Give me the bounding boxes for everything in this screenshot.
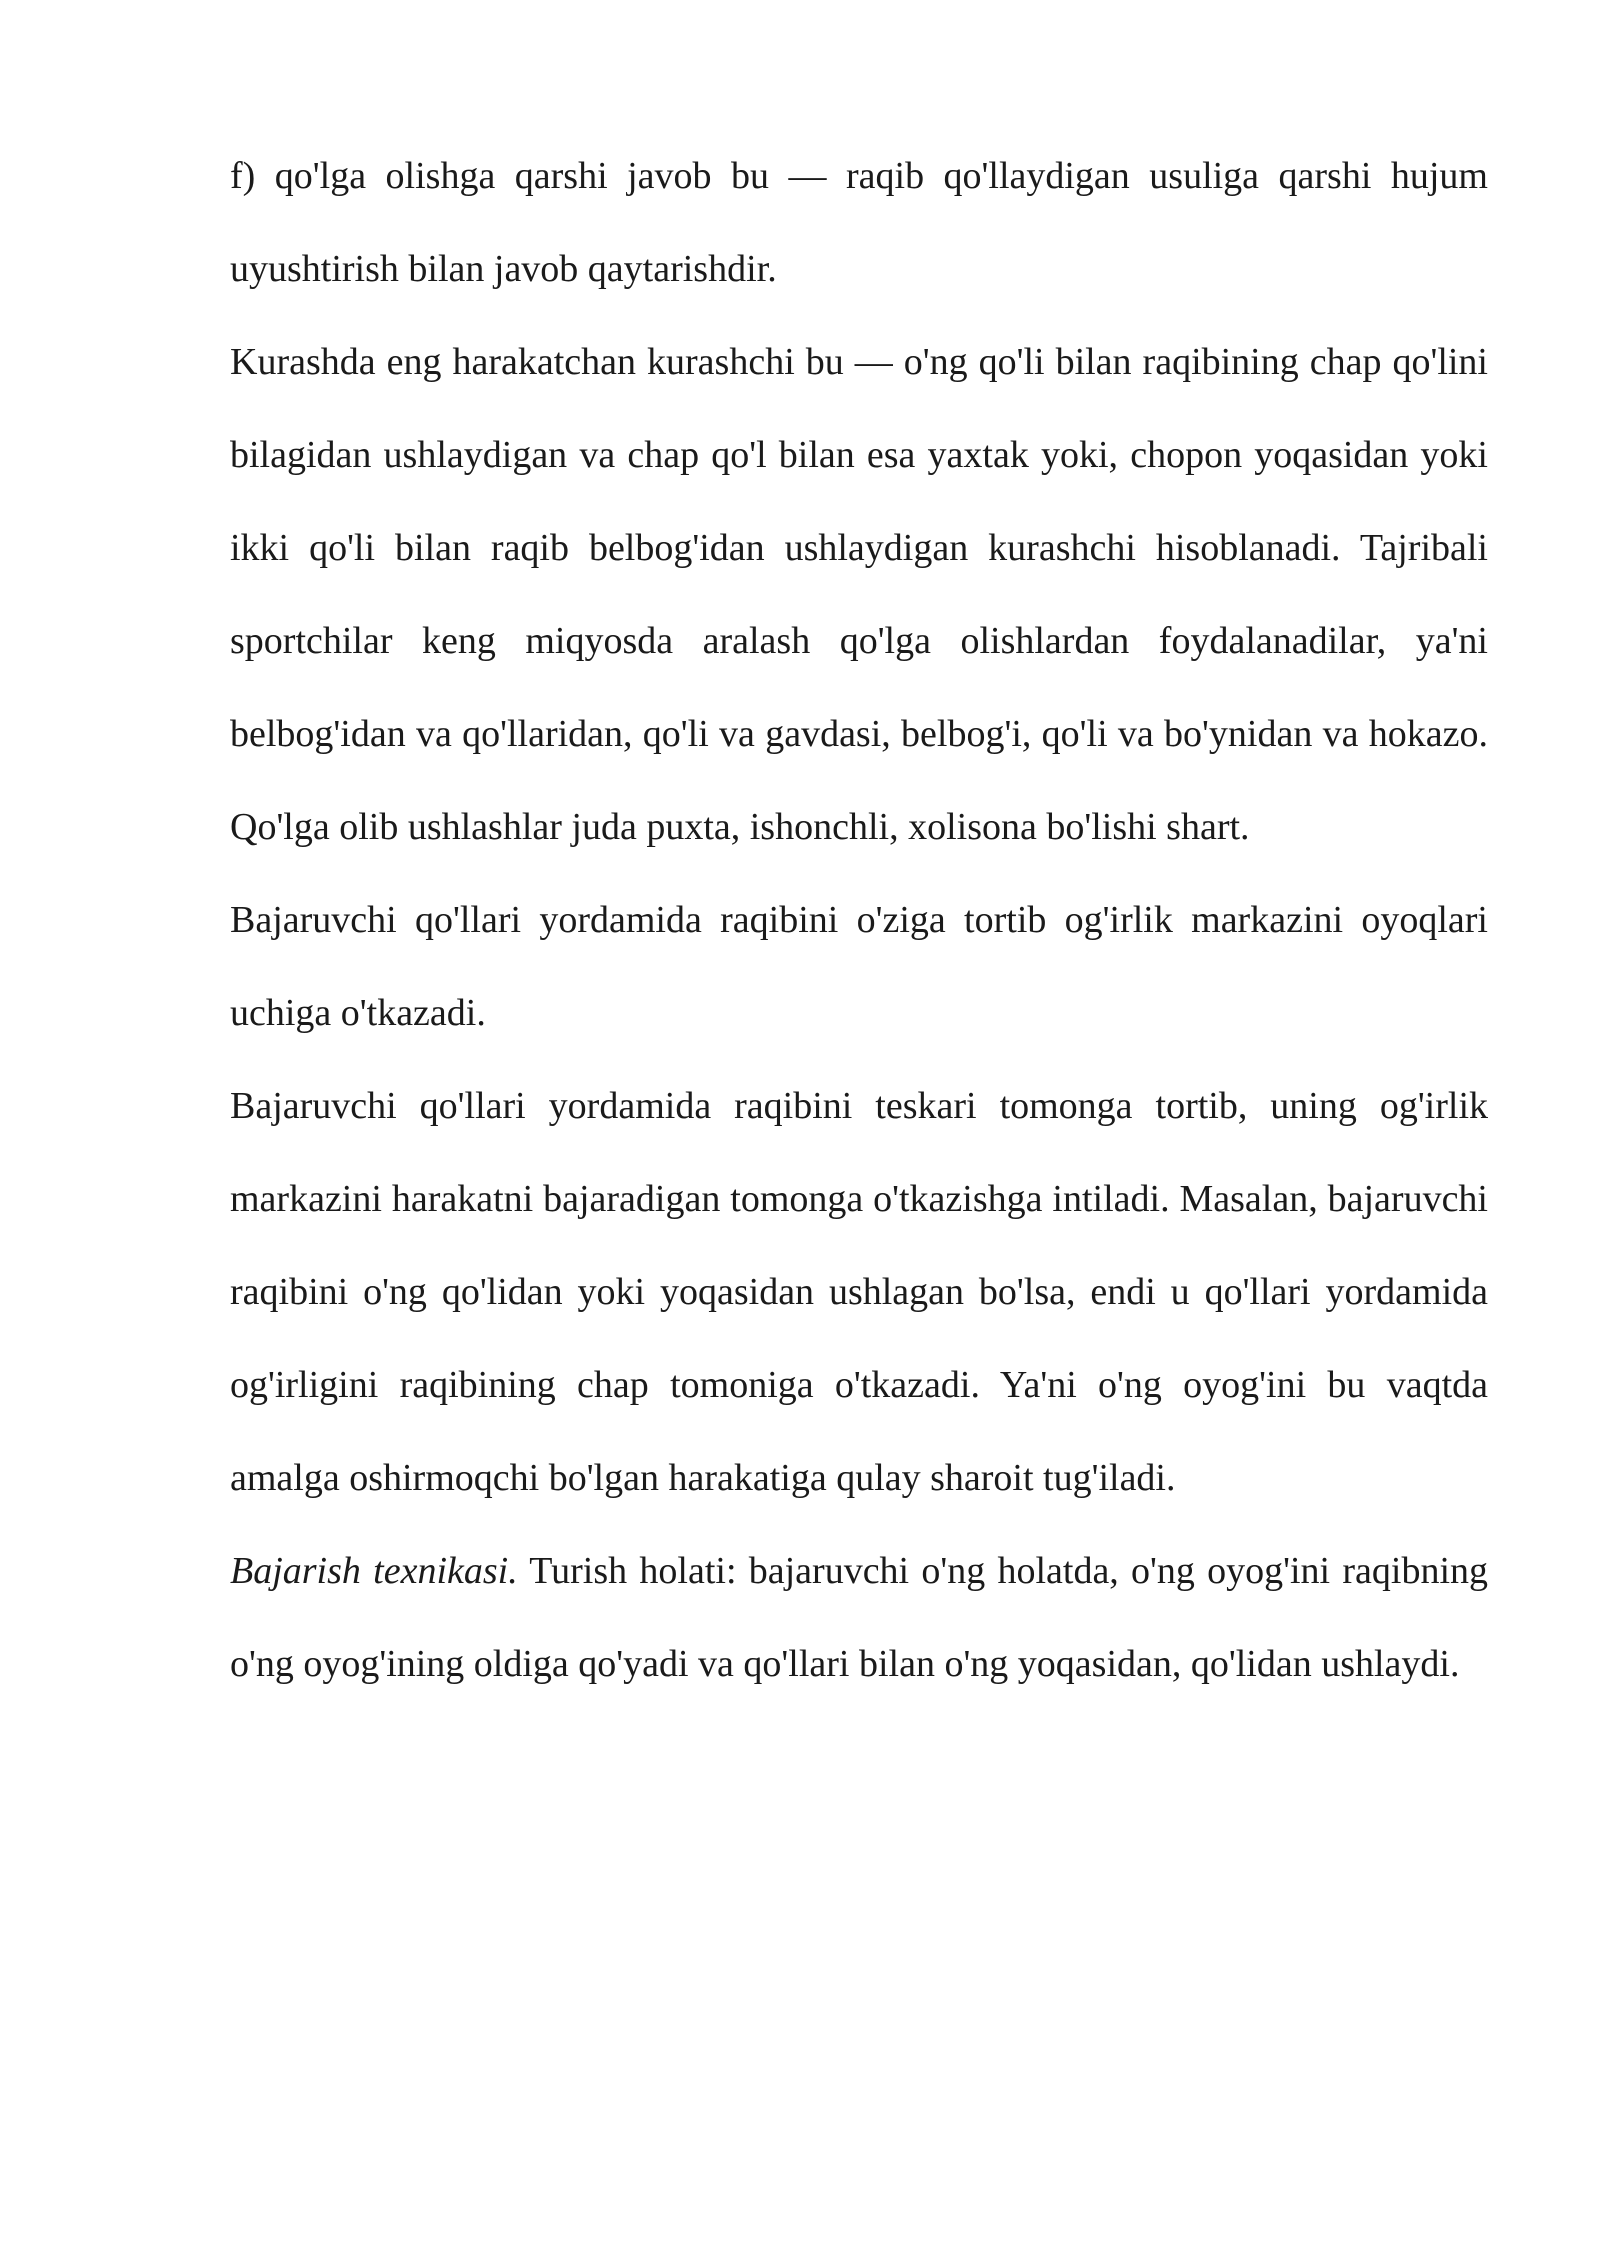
paragraph-text: Turish holati: bajaruvchi o'ng holatda, o'ng oyog'ini raqibning o'ng oyog'ining oldiga qo'yadi va qo'llari bilan o'ng yoqasidan, qo'lidan ushlaydi.: [230, 1550, 1488, 1685]
document-page: [230, 130, 1488, 1711]
paragraph-execution-technique: [230, 1525, 1488, 1711]
paragraph-lead-italic: Bajarish texnikasi.: [230, 1550, 518, 1592]
paragraph-pull-opposite: [230, 1060, 1488, 1525]
paragraph-pull-towards: [230, 874, 1488, 1060]
paragraph-text: f) qo'lga olishga qarshi javob bu — raqib qo'llaydigan usuliga qarshi hujum uyushtirish bilan javob qaytarishdir.: [230, 155, 1488, 290]
paragraph-text: Kurashda eng harakatchan kurashchi bu — o'ng qo'li bilan raqibining chap qo'lini bilagidan ushlaydigan va chap qo'l bilan esa yaxtak yoki, chopon yoqasidan yoki ikki qo'li bilan raqib belbog'idan ushlaydigan kurashchi hisoblanadi. Tajribali sportchilar keng miqyosda aralash qo'lga olishlardan foydalanadilar, ya'ni belbog'idan va qo'llaridan, qo'li va gavdasi, belbog'i, qo'li va bo'ynidan va hokazo. Qo'lga olib ushlashlar juda puxta, ishonchli, xolisona bo'lishi shart.: [230, 341, 1488, 848]
paragraph-text: Bajaruvchi qo'llari yordamida raqibini o'ziga tortib og'irlik markazini oyoqlari uchiga o'tkazadi.: [230, 899, 1488, 1034]
paragraph-counter-response: [230, 130, 1488, 316]
paragraph-text: Bajaruvchi qo'llari yordamida raqibini teskari tomonga tortib, uning og'irlik markazini harakatni bajaradigan tomonga o'tkazishga intiladi. Masalan, bajaruvchi raqibini o'ng qo'lidan yoki yoqasidan ushlagan bo'lsa, endi u qo'llari yordamida og'irligini raqibining chap tomoniga o'tkazadi. Ya'ni o'ng oyog'ini bu vaqtda amalga oshirmoqchi bo'lgan harakatiga qulay sharoit tug'iladi.: [230, 1085, 1488, 1499]
paragraph-mobile-wrestler: [230, 316, 1488, 874]
